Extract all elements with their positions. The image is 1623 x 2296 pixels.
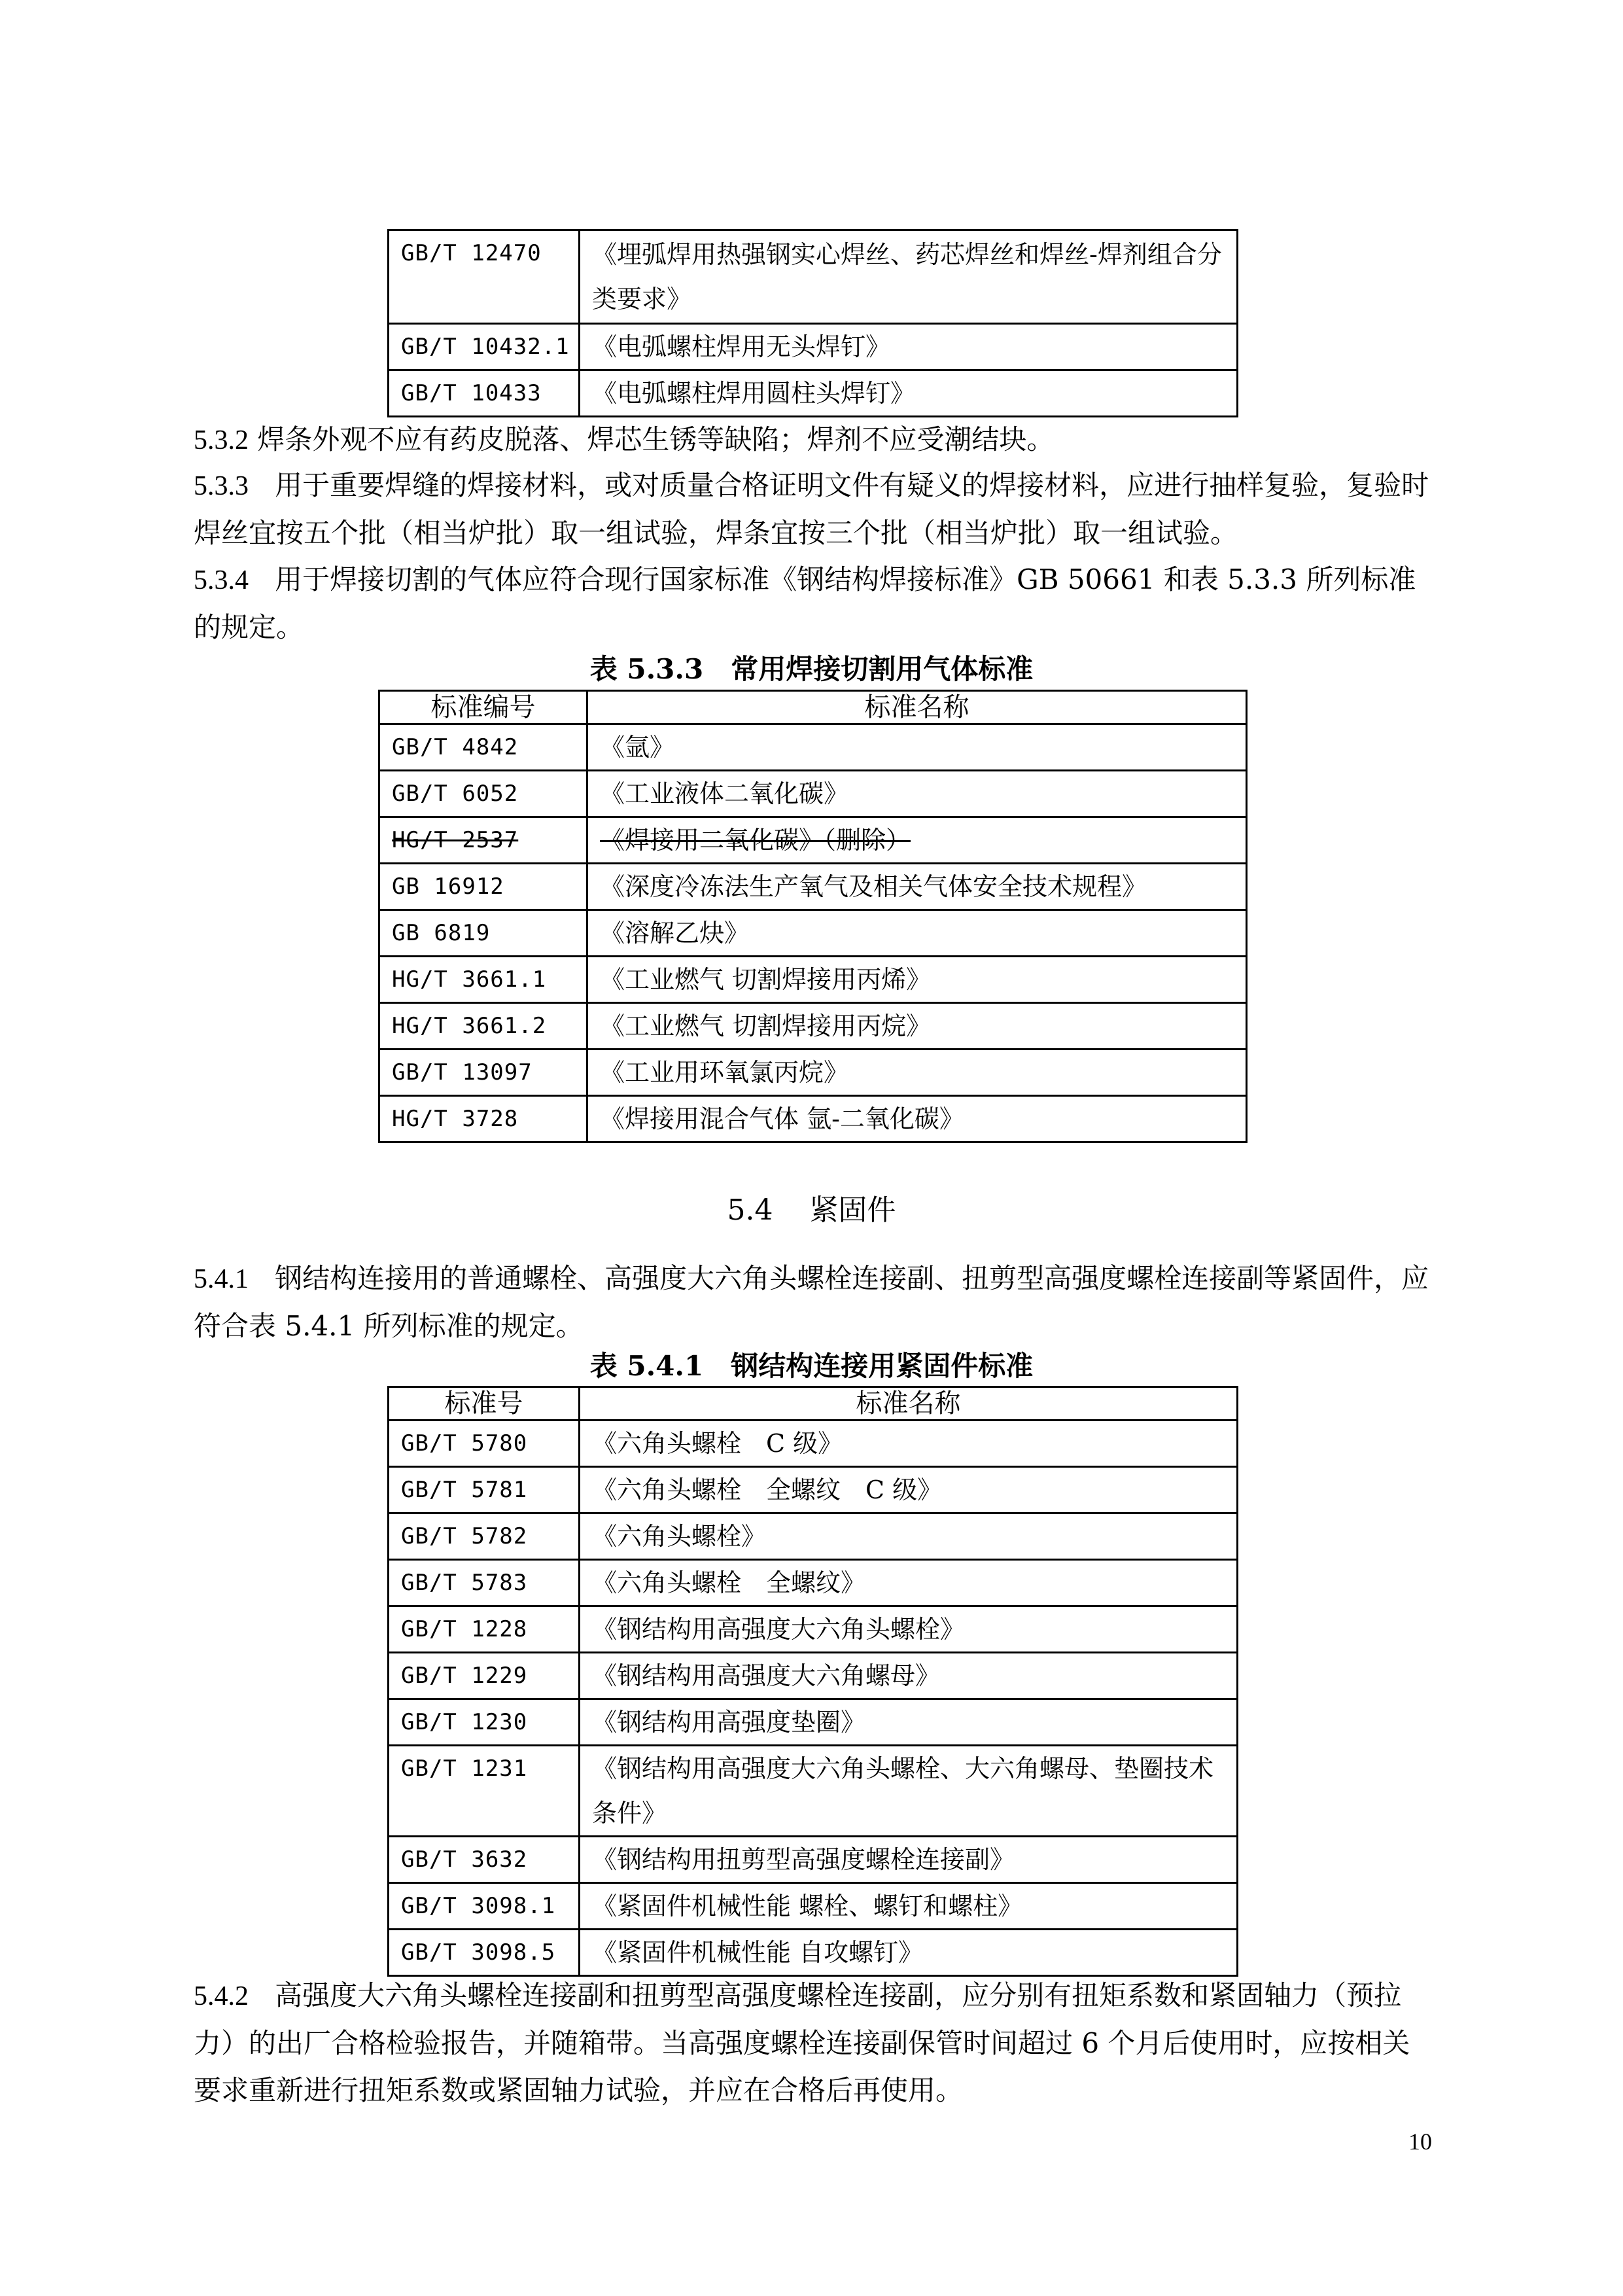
table-5-4-1 bbox=[387, 1386, 1238, 1977]
standard-name: 《钢结构用高强度大六角头螺栓》 bbox=[580, 1606, 1238, 1653]
standard-name: 《工业用环氧氯丙烷》 bbox=[587, 1050, 1247, 1096]
table-row bbox=[389, 1606, 1238, 1653]
table-row-deleted bbox=[379, 817, 1247, 864]
standard-code: HG/T 3728 bbox=[379, 1096, 587, 1142]
standard-code: GB/T 3098.1 bbox=[389, 1883, 580, 1930]
standard-name: 《焊接用混合气体 氩-二氧化碳》 bbox=[587, 1096, 1247, 1142]
table-row bbox=[389, 1653, 1238, 1699]
table-row bbox=[389, 1746, 1238, 1837]
standard-code: GB 6819 bbox=[379, 910, 587, 957]
standard-code: HG/T 3661.1 bbox=[379, 957, 587, 1003]
standard-code: GB/T 13097 bbox=[379, 1050, 587, 1096]
table-row bbox=[379, 771, 1247, 817]
table-row bbox=[389, 324, 1238, 370]
standard-code: GB/T 1230 bbox=[389, 1699, 580, 1746]
standard-name: 《深度冷冻法生产氧气及相关气体安全技术规程》 bbox=[587, 864, 1247, 910]
table-row bbox=[389, 1421, 1238, 1467]
clause-number: 5.3.3 bbox=[194, 471, 249, 501]
standard-name: 《工业燃气 切割焊接用丙烷》 bbox=[587, 1003, 1247, 1050]
header-code: 标准编号 bbox=[379, 691, 587, 724]
table-row bbox=[379, 1050, 1247, 1096]
table-row bbox=[379, 864, 1247, 910]
standard-name: 《六角头螺栓 C 级》 bbox=[580, 1421, 1238, 1467]
clause-number: 5.3.2 bbox=[194, 425, 249, 455]
standard-name: 《钢结构用高强度大六角螺母》 bbox=[580, 1653, 1238, 1699]
clause-text: 焊条外观不应有药皮脱落、焊芯生锈等缺陷；焊剂不应受潮结块。 bbox=[257, 423, 1055, 455]
table-row bbox=[389, 1699, 1238, 1746]
clause-text: 用于重要焊缝的焊接材料，或对质量合格证明文件有疑义的焊接材料，应进行抽样复验，复验时焊丝宜按五个批（相当炉批）取一组试验，焊条宜按三个批（相当炉批）取一组试验。 bbox=[194, 469, 1429, 549]
section-5-4-heading bbox=[0, 1191, 1623, 1230]
clause-number: 5.4.1 bbox=[194, 1264, 249, 1294]
standard-code: GB/T 10432.1 bbox=[389, 324, 580, 370]
table-top-continuation bbox=[387, 229, 1238, 417]
clause-5-3-3 bbox=[194, 462, 1430, 557]
standard-name: 《六角头螺栓》 bbox=[580, 1513, 1238, 1560]
table-row bbox=[389, 1930, 1238, 1976]
clause-5-4-2 bbox=[194, 1972, 1430, 2114]
clause-5-4-1 bbox=[194, 1255, 1430, 1350]
clause-5-3-4 bbox=[194, 556, 1430, 651]
standard-code: GB/T 5783 bbox=[389, 1560, 580, 1606]
table-row bbox=[389, 1560, 1238, 1606]
standard-code: GB/T 12470 bbox=[389, 230, 580, 324]
standard-code: GB/T 1229 bbox=[389, 1653, 580, 1699]
standard-code: GB/T 5782 bbox=[389, 1513, 580, 1560]
header-code: 标准号 bbox=[389, 1387, 580, 1421]
table-5-4-1-caption: 表 5.4.1 钢结构连接用紧固件标准 bbox=[589, 1350, 1034, 1382]
standard-name: 《六角头螺栓 全螺纹》 bbox=[580, 1560, 1238, 1606]
standard-name: 《工业燃气 切割焊接用丙烯》 bbox=[587, 957, 1247, 1003]
standard-code: GB/T 1228 bbox=[389, 1606, 580, 1653]
table-header-row bbox=[379, 691, 1247, 724]
section-number: 5.4 bbox=[727, 1193, 773, 1227]
standard-code: GB/T 3098.5 bbox=[389, 1930, 580, 1976]
header-name: 标准名称 bbox=[587, 691, 1247, 724]
table-row bbox=[379, 724, 1247, 771]
standard-name: 《紧固件机械性能 螺栓、螺钉和螺柱》 bbox=[580, 1883, 1238, 1930]
section-title: 紧固件 bbox=[809, 1193, 896, 1227]
table-row bbox=[379, 910, 1247, 957]
table-row bbox=[389, 230, 1238, 324]
standard-name: 《六角头螺栓 全螺纹 C 级》 bbox=[580, 1467, 1238, 1513]
standard-name: 《钢结构用高强度垫圈》 bbox=[580, 1699, 1238, 1746]
table-row bbox=[379, 957, 1247, 1003]
table-row bbox=[389, 1467, 1238, 1513]
standard-code: GB/T 5781 bbox=[389, 1467, 580, 1513]
standard-code: GB/T 6052 bbox=[379, 771, 587, 817]
standard-name: 《钢结构用扭剪型高强度螺栓连接副》 bbox=[580, 1837, 1238, 1883]
table-row bbox=[389, 1837, 1238, 1883]
standard-name: 《工业液体二氧化碳》 bbox=[587, 771, 1247, 817]
table-row bbox=[379, 1003, 1247, 1050]
standard-code-cell bbox=[379, 817, 587, 864]
standard-name: 《氩》 bbox=[587, 724, 1247, 771]
standard-name: 《焊接用二氧化碳》（删除） bbox=[600, 826, 911, 855]
table-row bbox=[379, 1096, 1247, 1142]
standard-code: HG/T 2537 bbox=[392, 827, 519, 853]
standard-code: GB/T 5780 bbox=[389, 1421, 580, 1467]
standard-code: GB/T 4842 bbox=[379, 724, 587, 771]
standard-name: 《紧固件机械性能 自攻螺钉》 bbox=[580, 1930, 1238, 1976]
table-row bbox=[389, 1513, 1238, 1560]
clause-text: 用于焊接切割的气体应符合现行国家标准《钢结构焊接标准》GB 50661 和表 5.3.3 所列标准的规定。 bbox=[194, 563, 1416, 643]
standard-name-cell bbox=[587, 817, 1247, 864]
standard-name: 《溶解乙炔》 bbox=[587, 910, 1247, 957]
clause-number: 5.3.4 bbox=[194, 565, 249, 595]
clause-text: 高强度大六角头螺栓连接副和扭剪型高强度螺栓连接副，应分别有扭矩系数和紧固轴力（预拉力）的出厂合格检验报告，并随箱带。当高强度螺栓连接副保管时间超过 6 个月后使用时，应按相关要求重新进行扭矩系数或紧固轴力试验，并应在合格后再使用。 bbox=[194, 1979, 1410, 2106]
table-header-row bbox=[389, 1387, 1238, 1421]
header-name: 标准名称 bbox=[580, 1387, 1238, 1421]
clause-5-3-2 bbox=[194, 416, 1430, 464]
table-5-3-3-caption: 表 5.3.3 常用焊接切割用气体标准 bbox=[589, 653, 1034, 685]
standard-name: 《埋弧焊用热强钢实心焊丝、药芯焊丝和焊丝-焊剂组合分类要求》 bbox=[580, 230, 1238, 324]
standard-code: GB/T 1231 bbox=[389, 1746, 580, 1837]
table-5-3-3 bbox=[378, 690, 1248, 1143]
standard-code: GB 16912 bbox=[379, 864, 587, 910]
table-row bbox=[389, 1883, 1238, 1930]
clause-number: 5.4.2 bbox=[194, 1981, 249, 2011]
standard-name: 《电弧螺柱焊用无头焊钉》 bbox=[580, 324, 1238, 370]
table-row bbox=[389, 370, 1238, 417]
standard-code: GB/T 10433 bbox=[389, 370, 580, 417]
standard-code: HG/T 3661.2 bbox=[379, 1003, 587, 1050]
standard-name: 《钢结构用高强度大六角头螺栓、大六角螺母、垫圈技术条件》 bbox=[580, 1746, 1238, 1837]
standard-code: GB/T 3632 bbox=[389, 1837, 580, 1883]
page-number: 10 bbox=[1408, 2128, 1432, 2155]
standard-name: 《电弧螺柱焊用圆柱头焊钉》 bbox=[580, 370, 1238, 417]
clause-text: 钢结构连接用的普通螺栓、高强度大六角头螺栓连接副、扭剪型高强度螺栓连接副等紧固件，应符合表 5.4.1 所列标准的规定。 bbox=[194, 1262, 1429, 1342]
